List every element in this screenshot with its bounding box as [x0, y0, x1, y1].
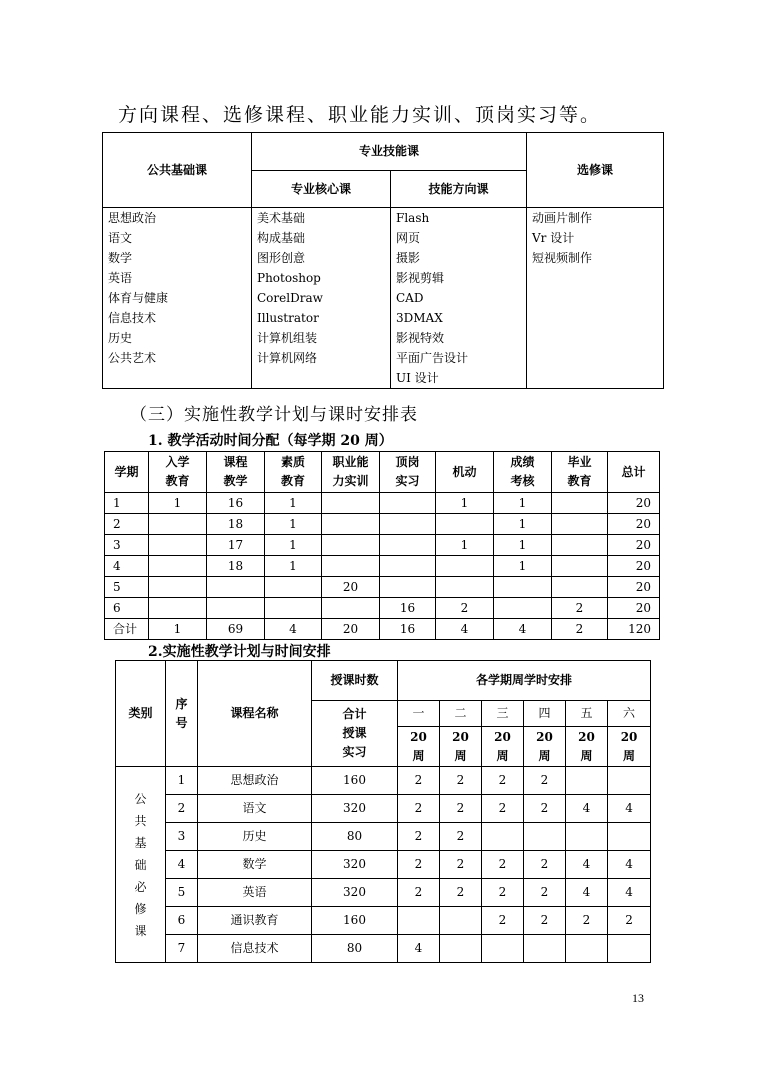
plan-cell: 320: [312, 851, 398, 879]
time-cell: 4: [494, 619, 552, 640]
plan-cell: 4: [166, 851, 198, 879]
plan-cell: 2: [398, 767, 440, 795]
plan-cell: 2: [398, 879, 440, 907]
time-cell: 16: [207, 493, 265, 514]
time-cell: 1: [149, 619, 207, 640]
plan-cell: 2: [482, 907, 524, 935]
time-allocation-table: [104, 451, 660, 640]
time-cell: 1: [494, 556, 552, 577]
sub1-title: 1. 教学活动时间分配（每学期 20 周）: [148, 433, 393, 449]
plan-cell: 4: [608, 851, 651, 879]
time-cell: 20: [608, 493, 660, 514]
time-cell: [552, 556, 608, 577]
time-row: [105, 556, 660, 577]
course-item: 平面广告设计: [396, 351, 469, 365]
time-cell: 20: [608, 577, 660, 598]
plan-cell: 4: [398, 935, 440, 963]
time-header-cell: 学期: [105, 452, 149, 493]
time-cell: 2: [436, 598, 494, 619]
time-cell: 1: [494, 514, 552, 535]
plan-cell: 80: [312, 935, 398, 963]
term-weeks: 20 周: [608, 727, 651, 767]
term-weeks: 20 周: [482, 727, 524, 767]
section3-title: （三）实施性教学计划与课时安排表: [130, 405, 418, 425]
time-cell: [149, 556, 207, 577]
time-cell: [380, 493, 436, 514]
time-header-cell: 毕业 教育: [552, 452, 608, 493]
time-cell: [436, 556, 494, 577]
term-label: 三: [482, 701, 524, 727]
plan-cell: 4: [566, 879, 608, 907]
plan-cell: 2: [482, 879, 524, 907]
plan-cell: 4: [608, 879, 651, 907]
header-core: 专业核心课: [252, 171, 391, 208]
plan-cell: 2: [524, 767, 566, 795]
time-cell: [436, 514, 494, 535]
course-item: 语文: [108, 231, 133, 245]
term-weeks: 20 周: [566, 727, 608, 767]
time-cell: [494, 577, 552, 598]
plan-cell: 2: [482, 851, 524, 879]
time-row: [105, 619, 660, 640]
time-cell: [494, 598, 552, 619]
time-cell: [265, 577, 322, 598]
time-cell: [380, 577, 436, 598]
time-cell: 16: [380, 619, 436, 640]
plan-cell: 5: [166, 879, 198, 907]
course-item: 构成基础: [257, 231, 306, 245]
time-row: [105, 493, 660, 514]
time-cell: 1: [149, 493, 207, 514]
page-number: 13: [632, 991, 644, 1005]
term-label: 五: [566, 701, 608, 727]
time-header-cell: 课程 教学: [207, 452, 265, 493]
plan-cell: 2: [440, 851, 482, 879]
time-cell: 1: [105, 493, 149, 514]
plan-cell: [524, 935, 566, 963]
time-cell: [380, 514, 436, 535]
h-seq: 序 号: [166, 661, 198, 767]
time-header-cell: 成绩 考核: [494, 452, 552, 493]
h-hours: 授课时数: [312, 661, 398, 701]
term-weeks: 20 周: [440, 727, 482, 767]
time-cell: 3: [105, 535, 149, 556]
time-cell: 120: [608, 619, 660, 640]
elective-course-list: [527, 208, 663, 268]
plan-cell: 2: [398, 795, 440, 823]
time-cell: [322, 514, 380, 535]
time-cell: 1: [265, 556, 322, 577]
time-cell: 1: [494, 535, 552, 556]
plan-cell: 320: [312, 795, 398, 823]
time-cell: 4: [436, 619, 494, 640]
time-cell: 20: [608, 556, 660, 577]
time-cell: 18: [207, 514, 265, 535]
time-cell: [552, 577, 608, 598]
course-item: 短视频制作: [532, 251, 593, 265]
plan-cell: 2: [566, 907, 608, 935]
course-item: CAD: [396, 291, 424, 305]
time-cell: 1: [265, 514, 322, 535]
course-item: 网页: [396, 231, 421, 245]
plan-cell: 2: [440, 767, 482, 795]
plan-cell: 2: [440, 879, 482, 907]
time-cell: [552, 493, 608, 514]
plan-row: [116, 823, 651, 851]
term-weeks: 20 周: [524, 727, 566, 767]
time-cell: 5: [105, 577, 149, 598]
header-elective: 选修课: [527, 133, 664, 208]
time-cell: 6: [105, 598, 149, 619]
plan-cell: 6: [166, 907, 198, 935]
time-header-cell: 顶岗 实习: [380, 452, 436, 493]
time-cell: 1: [436, 535, 494, 556]
plan-cell: [440, 935, 482, 963]
plan-cell: 2: [608, 907, 651, 935]
plan-cell: 2: [440, 823, 482, 851]
term-label: 二: [440, 701, 482, 727]
time-header-cell: 机动: [436, 452, 494, 493]
h-name: 课程名称: [198, 661, 312, 767]
course-item: UI 设计: [396, 371, 439, 385]
time-cell: [436, 577, 494, 598]
time-row: [105, 598, 660, 619]
plan-row: [116, 879, 651, 907]
h-hours-sub: 合计 授课 实习: [312, 701, 398, 767]
time-cell: [322, 556, 380, 577]
plan-cell: 7: [166, 935, 198, 963]
time-cell: [380, 535, 436, 556]
term-label: 四: [524, 701, 566, 727]
plan-cell: 160: [312, 767, 398, 795]
course-item: 体育与健康: [108, 291, 169, 305]
h-schedule: 各学期周学时安排: [398, 661, 651, 701]
course-item: 影视特效: [396, 331, 445, 345]
plan-cell: 2: [524, 851, 566, 879]
plan-cell: 2: [398, 851, 440, 879]
plan-cell: [482, 823, 524, 851]
time-cell: 16: [380, 598, 436, 619]
plan-cell: 320: [312, 879, 398, 907]
plan-cell: [608, 935, 651, 963]
plan-cell: [524, 823, 566, 851]
time-cell: 18: [207, 556, 265, 577]
course-item: 历史: [108, 331, 133, 345]
plan-cell: 2: [524, 795, 566, 823]
header-direction: 技能方向课: [391, 171, 527, 208]
plan-row: [116, 935, 651, 963]
plan-cell: 2: [524, 879, 566, 907]
course-category-table: [102, 132, 664, 389]
plan-cell: [608, 767, 651, 795]
time-cell: 2: [552, 619, 608, 640]
term-label: 一: [398, 701, 440, 727]
plan-cell: 2: [524, 907, 566, 935]
plan-cell: [608, 823, 651, 851]
header-public: 公共基础课: [103, 133, 252, 208]
plan-cell: 2: [398, 823, 440, 851]
time-cell: 69: [207, 619, 265, 640]
direction-course-list: [391, 208, 526, 388]
plan-cell: [566, 767, 608, 795]
sub2-title: 2.实施性教学计划与时间安排: [148, 644, 331, 660]
plan-cell: 80: [312, 823, 398, 851]
plan-cell: 2: [166, 795, 198, 823]
h-category: 类别: [116, 661, 166, 767]
public-course-list: [103, 208, 251, 368]
plan-row: [116, 795, 651, 823]
plan-cell: 4: [566, 795, 608, 823]
plan-cell: 160: [312, 907, 398, 935]
time-row: [105, 535, 660, 556]
time-cell: 20: [608, 535, 660, 556]
course-item: Illustrator: [257, 311, 319, 325]
time-cell: 2: [105, 514, 149, 535]
time-cell: 20: [322, 619, 380, 640]
course-item: Photoshop: [257, 271, 321, 285]
time-row: [105, 514, 660, 535]
plan-cell: 2: [482, 795, 524, 823]
plan-row: [116, 907, 651, 935]
time-row: [105, 577, 660, 598]
time-cell: [207, 577, 265, 598]
course-item: 数学: [108, 251, 133, 265]
plan-cell: [566, 823, 608, 851]
time-cell: [265, 598, 322, 619]
time-cell: [149, 514, 207, 535]
plan-cell: 1: [166, 767, 198, 795]
course-item: Flash: [396, 211, 430, 225]
time-header-cell: 职业能 力实训: [322, 452, 380, 493]
teaching-plan-table: [115, 660, 651, 963]
plan-cell: [482, 935, 524, 963]
time-cell: [380, 556, 436, 577]
time-cell: [552, 535, 608, 556]
time-cell: 4: [265, 619, 322, 640]
time-header-cell: 入学 教育: [149, 452, 207, 493]
time-cell: [322, 535, 380, 556]
time-cell: 1: [265, 535, 322, 556]
time-cell: 2: [552, 598, 608, 619]
time-cell: 1: [494, 493, 552, 514]
time-cell: [322, 493, 380, 514]
time-cell: 合计: [105, 619, 149, 640]
time-cell: [149, 577, 207, 598]
course-item: 计算机组装: [257, 331, 318, 345]
plan-row: [116, 767, 651, 795]
time-cell: [207, 598, 265, 619]
course-item: Vr 设计: [532, 231, 575, 245]
plan-cell: 历史: [198, 823, 312, 851]
header-professional: 专业技能课: [252, 133, 527, 171]
time-cell: 17: [207, 535, 265, 556]
time-header-cell: 素质 教育: [265, 452, 322, 493]
time-cell: 20: [322, 577, 380, 598]
course-item: 美术基础: [257, 211, 306, 225]
core-course-list: [252, 208, 390, 368]
course-item: 影视剪辑: [396, 271, 445, 285]
plan-cell: 4: [566, 851, 608, 879]
plan-cell: 英语: [198, 879, 312, 907]
plan-cell: 3: [166, 823, 198, 851]
course-item: 摄影: [396, 251, 421, 265]
course-item: 3DMAX: [396, 311, 443, 325]
course-item: 动画片制作: [532, 211, 593, 225]
plan-cell: 2: [482, 767, 524, 795]
plan-cell: 语文: [198, 795, 312, 823]
time-cell: [149, 535, 207, 556]
plan-cell: 思想政治: [198, 767, 312, 795]
plan-cell: 数学: [198, 851, 312, 879]
time-cell: 20: [608, 598, 660, 619]
term-label: 六: [608, 701, 651, 727]
plan-cell: 通识教育: [198, 907, 312, 935]
course-item: CorelDraw: [257, 291, 323, 305]
term-weeks: 20 周: [398, 727, 440, 767]
intro-text: 方向课程、选修课程、职业能力实训、顶岗实习等。: [118, 104, 602, 126]
time-cell: [149, 598, 207, 619]
plan-cell: [398, 907, 440, 935]
plan-cell: 2: [440, 795, 482, 823]
plan-cell: 4: [608, 795, 651, 823]
time-header-cell: 总计: [608, 452, 660, 493]
plan-row: [116, 851, 651, 879]
category-cell: 公 共 基 础 必 修 课: [116, 767, 166, 963]
plan-cell: 信息技术: [198, 935, 312, 963]
plan-cell: [440, 907, 482, 935]
course-item: 英语: [108, 271, 133, 285]
course-item: 思想政治: [108, 211, 157, 225]
course-item: 信息技术: [108, 311, 157, 325]
time-cell: 1: [436, 493, 494, 514]
time-cell: [322, 598, 380, 619]
course-item: 图形创意: [257, 251, 306, 265]
plan-cell: [566, 935, 608, 963]
course-item: 公共艺术: [108, 351, 157, 365]
time-cell: [552, 514, 608, 535]
course-item: 计算机网络: [257, 351, 318, 365]
time-cell: 20: [608, 514, 660, 535]
time-cell: 4: [105, 556, 149, 577]
time-cell: 1: [265, 493, 322, 514]
